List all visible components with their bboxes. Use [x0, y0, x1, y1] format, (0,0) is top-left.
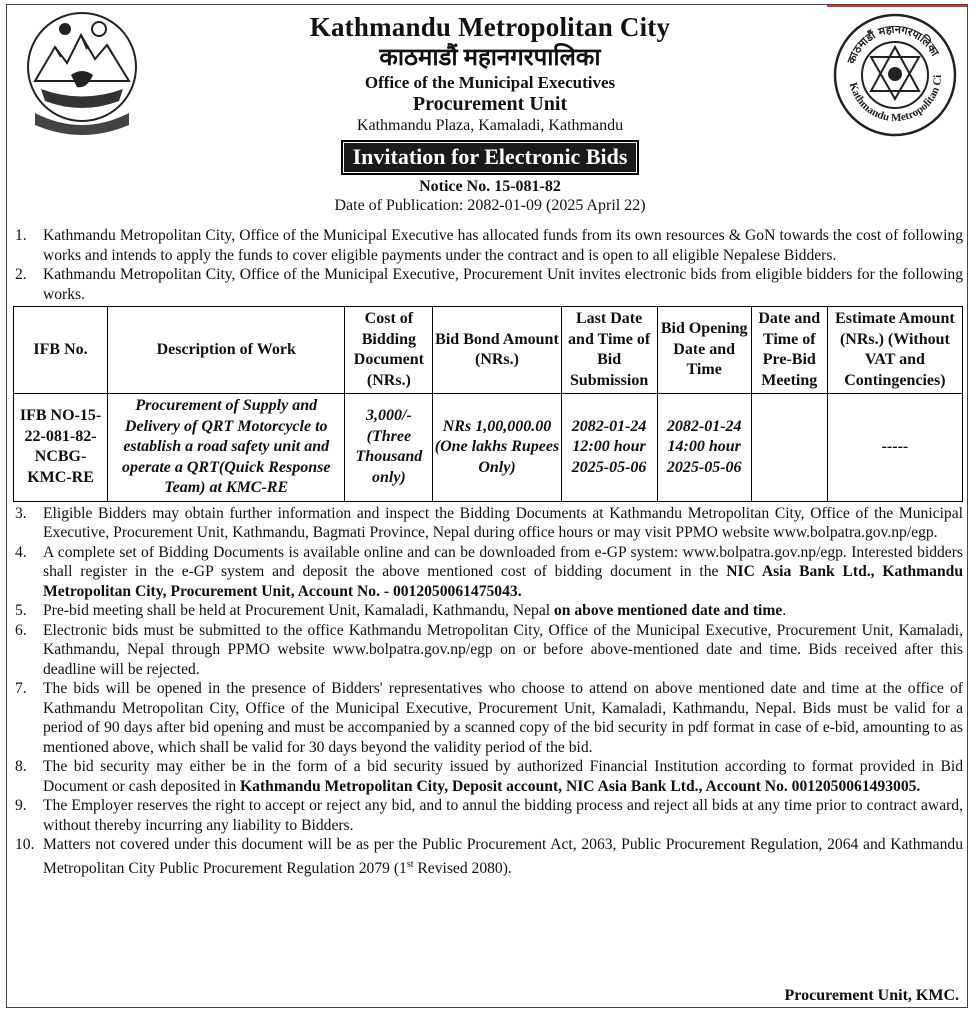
list-item: 4. A complete set of Bidding Documents is available online and can be downloaded from e-GP system: www.bolpatra.gov.np/egp. Interested bidders shall register in the e-GP system and deposit the above mentioned cost of bidding document in the NIC Asia Bank Ltd., Kathmandu Metropolitan City, Procurement Unit, Account No. - 0012050061475043.	[15, 543, 963, 600]
city-title-nepali: काठमाडौं महानगरपालिका	[379, 45, 601, 71]
list-item: 2. Kathmandu Metropolitan City, Office of the Municipal Executive, Procurement Unit invites electronic bids from eligible bidders for the following works.	[15, 266, 963, 303]
notice-number: Notice No. 15-081-82	[419, 178, 561, 195]
office-address: Kathmandu Plaza, Kamaladi, Kathmandu	[356, 117, 624, 134]
office-title: Office of the Municipal Executives	[364, 73, 616, 92]
list-item: 5. Pre-bid meeting shall be held at Procurement Unit, Kamaladi, Kathmandu, Nepal on above mentioned date and time.	[15, 602, 787, 619]
cell-bid-bond: NRs 1,00,000.00 (One lakhs Rupees Only)	[433, 394, 561, 502]
svg-text:काठमाडौं महानगरपालिका	[844, 23, 942, 67]
notice-body	[15, 226, 963, 878]
cell-description: Procurement of Supply and Delivery of QRT Motorcycle to establish a road safety unit and operate a QRT(Quick Response Team) at KMC-RE	[108, 394, 345, 502]
bank-account-deposit: Kathmandu Metropolitan City, Deposit account, NIC Asia Bank Ltd., Account No. 0012050061493005.	[240, 777, 921, 795]
cell-ifb: IFB NO-15-22-081-82-NCBG-KMC-RE	[14, 394, 108, 502]
col-bid-bond: Bid Bond Amount (NRs.)	[433, 307, 561, 394]
cell-opening: 2082-01-24 14:00 hour 2025-05-06	[657, 394, 751, 502]
city-title: Kathmandu Metropolitan City	[309, 12, 671, 42]
unit-title: Procurement Unit	[412, 93, 568, 115]
list-item: 7. The bids will be opened in the presence of Bidders' representatives who choose to attend on above mentioned date and time at the office of Kathmandu Metropolitan City, Office of the Municipal Executive, Procurement Unit, Kamaladi, Kathmandu, Nepal. Bids must be valid for a period of 90 days after bid opening and must be accompanied by a scanned copy of the bid security in pdf format in case of e-bid, amounting to as mentioned above, which shall be valid for 30 days beyond the validity period of the bid.	[15, 680, 963, 756]
cell-prebid	[751, 394, 827, 502]
invitation-banner: Invitation for Electronic Bids	[341, 140, 640, 175]
list-item: 1. Kathmandu Metropolitan City, Office of the Municipal Executive has allocated funds from its own resources & GoN towards the cost of following works and intends to apply the funds to cover eligible payments under the contract and is open to all eligible Nepalese Bidders.	[15, 227, 963, 264]
table-row	[14, 394, 963, 502]
col-last-date: Last Date and Time of Bid Submission	[561, 307, 657, 394]
bank-account-procurement: NIC Asia Bank Ltd., Kathmandu Metropolitan City, Procurement Unit, Account No. - 0012050061475043.	[43, 563, 963, 600]
publication-date: Date of Publication: 2082-01-09 (2025 April 22)	[334, 197, 646, 214]
notice-page	[6, 4, 968, 1008]
col-prebid: Date and Time of Pre-Bid Meeting	[751, 307, 827, 394]
works-table	[13, 306, 963, 502]
col-description: Description of Work	[108, 307, 345, 394]
col-ifb-no: IFB No.	[14, 307, 108, 394]
list-item: 3. Eligible Bidders may obtain further information and inspect the Bidding Documents at Kathmandu Metropolitan City, Office of the Municipal Executive, Procurement Unit, Kathmandu, Bagmati Province, Nepal during office hours or may visit PPMO website www.bolpatra.gov.np/egp.	[15, 504, 963, 541]
col-estimate: Estimate Amount (NRs.) (Without VAT and Contingencies)	[827, 307, 962, 394]
list-item: 10. Matters not covered under this document will be as per the Public Procurement Act, 2063, Public Procurement Regulation, 2064 and Kathmandu Metropolitan City Public Procurement Regulation 2079 (1st Revised 2080).	[15, 836, 963, 877]
seal-english-text: Kathmandu Metropolitan Ci	[846, 74, 945, 125]
kmc-seal	[831, 11, 959, 139]
cell-cost: 3,000/- (Three Thousand only)	[345, 394, 433, 502]
cell-last-date: 2082-01-24 12:00 hour 2025-05-06	[561, 394, 657, 502]
list-item: 8. The bid security may either be in the form of a bid security issued by authorized Financial Institution according to format provided in Bid Document or cash deposited in Kathmandu Metropolitan City, Deposit account, NIC Asia Bank Ltd., Account No. 0012050061493005.	[15, 758, 963, 795]
nepal-emblem-logo	[21, 9, 143, 141]
col-opening: Bid Opening Date and Time	[657, 307, 751, 394]
list-item: 6. Electronic bids must be submitted to the office Kathmandu Metropolitan City, Office of the Municipal Executive, Procurement Unit, Kamaladi, Kathmandu, Nepal through PPMO website www.bolpatra.gov.np/egp on or before above-mentioned date and time. Bids received after this deadline will be rejected.	[15, 621, 963, 678]
table-header-row	[14, 307, 963, 394]
header	[157, 11, 823, 215]
list-item: 9. The Employer reserves the right to accept or reject any bid, and to annul the bidding process and reject all bids at any time prior to contract award, without thereby incurring any liability to Bidders.	[15, 797, 963, 834]
signature: Procurement Unit, KMC.	[784, 987, 959, 1004]
col-cost: Cost of Bidding Document (NRs.)	[345, 307, 433, 394]
cell-estimate: -----	[827, 394, 962, 502]
seal-nepali-text: काठमाडौं महानगरपालिका	[844, 22, 942, 66]
